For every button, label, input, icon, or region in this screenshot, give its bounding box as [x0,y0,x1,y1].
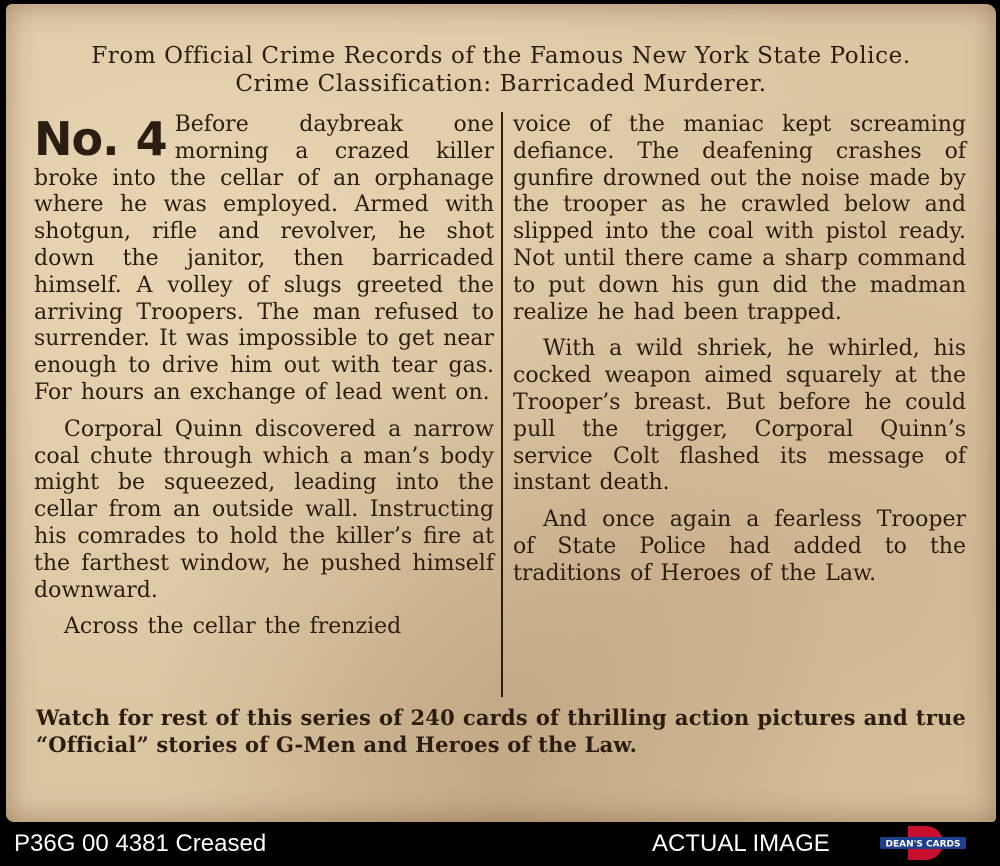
story-paragraph: Before daybreak one morning a crazed killer broke into the cellar of an orphanage where he was employed. Armed with shotgun, rifle and revolver, he shot down the janitor, then barricaded himself. A volley of slugs greeted the arriving Troopers. The man refused to surrender. It was impossible to get near enough to drive him out with tear gas. For hours an exchange of lead went on. [34,112,494,405]
story-paragraph: And once again a fearless Trooper of State Police had added to the traditions of Heroes of the Law. [513,507,966,586]
story-paragraph: With a wild shriek, he whirled, his cocked weapon aimed squarely at the Trooper’s breast. But before he could pull the trigger, Corporal Quinn’s service Colt flashed its message of instant death. [513,336,966,496]
card-number: No. 4 [34,112,167,166]
trading-card-back [6,4,996,822]
card-header-line-2: Crime Classification: Barricaded Murderer. [235,71,767,97]
story-column-left [34,112,494,651]
deans-cards-logo [878,824,968,862]
actual-image-label: ACTUAL IMAGE [652,830,830,857]
story-paragraph: Across the cellar the frenzied [64,614,402,640]
story-paragraph: voice of the maniac kept screaming defiance. The deafening crashes of gunfire drowned out the noise made by the trooper as he crawled below and slipped into the coal with pistol ready. Not until there came a sharp command to put down his gun did the madman realize he had been trapped. [513,112,966,325]
story-paragraph: Corporal Quinn discovered a narrow coal chute through which a man’s body might be squeezed, leading into the cellar from an outside wall. Instructing his comrades to hold the killer’s fire at the farthest window, he pushed himself downward. [34,416,494,603]
logo-text: DEAN'S CARDS [885,839,961,850]
column-divider [501,112,503,697]
card-footer: Watch for rest of this series of 240 cards of thrilling action pictures and true “Official” stories of G-Men and Heroes of the Law. [36,705,966,757]
card-header-line-1: From Official Crime Records of the Famous New York State Police. [91,43,911,69]
story-column-right [513,112,966,598]
listing-caption: P36G 00 4381 Creased [14,830,267,857]
